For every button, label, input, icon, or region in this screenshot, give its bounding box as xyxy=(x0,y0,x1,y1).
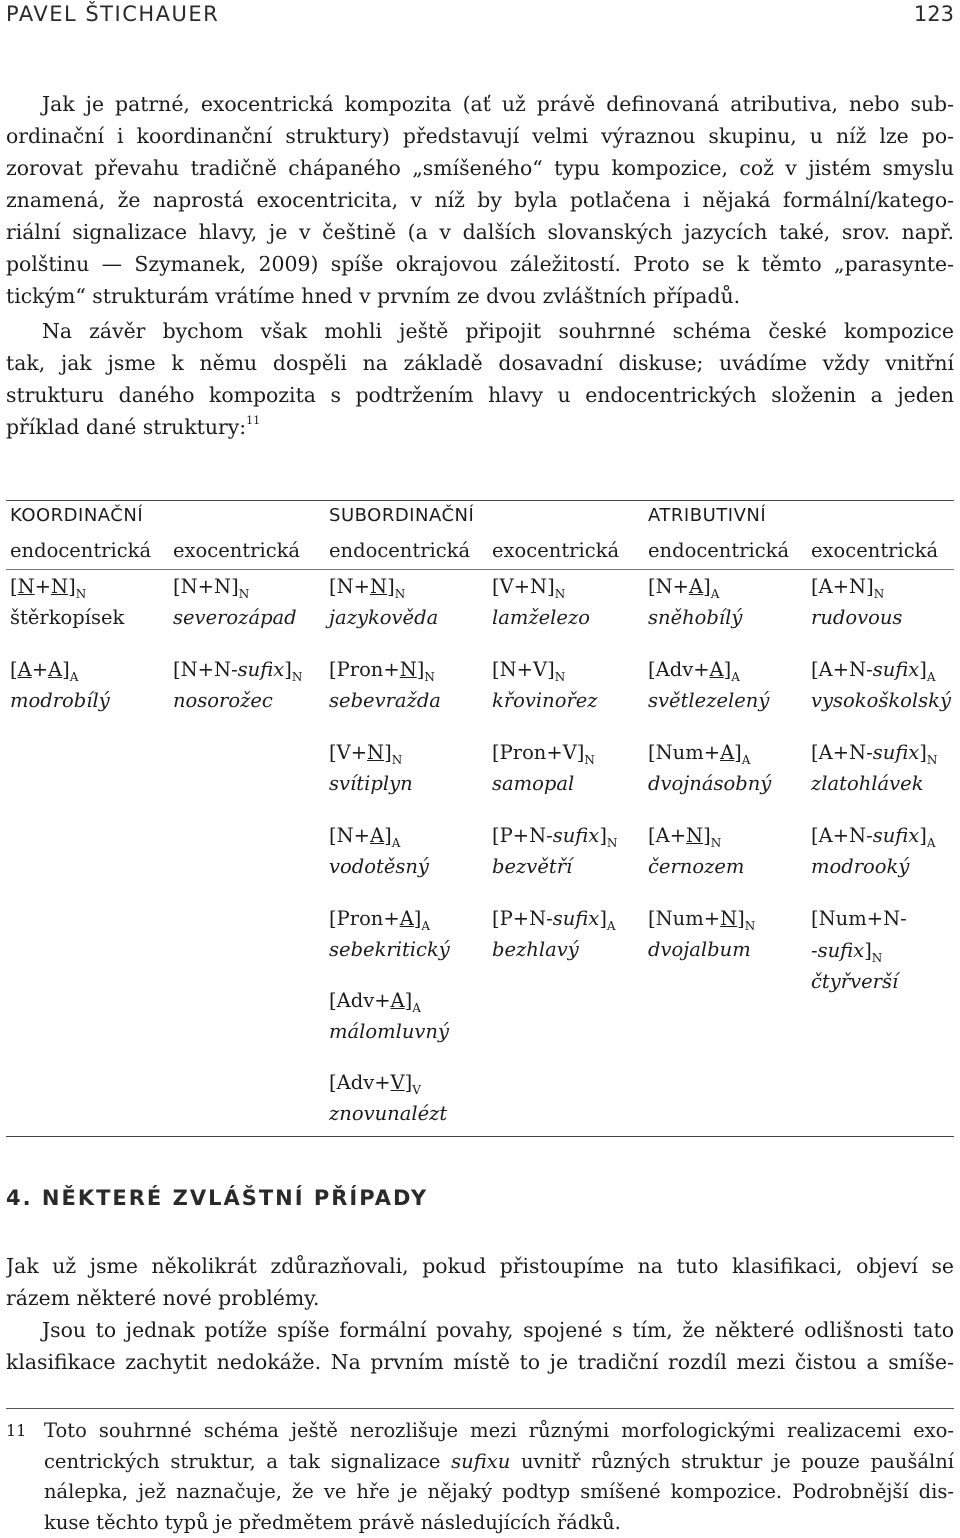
structure-pattern: $[A+N-sufix]_N$ xyxy=(811,741,938,767)
table-cell xyxy=(807,819,954,902)
structure-pattern: $[A+A]_A$ xyxy=(10,658,79,684)
structure-pattern: $[Adv+A]_A$ xyxy=(329,989,421,1015)
subheader-row xyxy=(6,539,954,570)
text-line: strukturu daného kompozita s podtržením hlavy u endocentrických složenin a jeden xyxy=(6,383,954,407)
structure-pattern: $[V+N]_N$ xyxy=(329,741,403,767)
table-cell xyxy=(488,736,644,819)
table-cell xyxy=(325,736,488,819)
table-cell xyxy=(488,653,644,736)
example-word: čtyřverší xyxy=(811,970,899,993)
table-cell xyxy=(488,902,644,1048)
structure-pattern: $[A+N]_N$ xyxy=(648,824,722,850)
text-line: Na závěr bychom však mohli ještě připojit souhrnné schéma české kompozice xyxy=(42,319,954,343)
structure-pattern: [Num+N- xyxy=(811,907,907,930)
table-cell xyxy=(325,1048,488,1137)
example-word: znovunalézt xyxy=(329,1102,448,1125)
footnote-reference[interactable]: 11 xyxy=(246,414,261,427)
text-line: tak, jak jsme k němu dospěli na základě dosavadní diskuse; uvádíme vždy vnitřní xyxy=(6,351,954,375)
footnote-line: Toto souhrnné schéma ještě nerozlišuje mezi různými morfologickými realizacemi exo- xyxy=(44,1419,954,1442)
running-head-author: PAVEL ŠTICHAUER xyxy=(6,2,220,26)
example-word: bezhlavý xyxy=(492,938,579,961)
subheader-cell: exocentrická xyxy=(169,539,325,570)
example-word: křovinořez xyxy=(492,689,598,712)
example-word: vodotěsný xyxy=(329,855,429,878)
example-word: málomluvný xyxy=(329,1020,449,1043)
structure-pattern: $[N+A]_A$ xyxy=(329,824,401,850)
table-cell xyxy=(807,570,954,654)
subheader-cell: endocentrická xyxy=(325,539,488,570)
example-word: vysokoškolský xyxy=(811,689,951,712)
table-cell xyxy=(644,902,807,1048)
structure-pattern: $[A+N-sufix]_A$ xyxy=(811,658,936,684)
example-word: modrobílý xyxy=(10,689,110,712)
structure-pattern: $[Pron+V]_N$ xyxy=(492,741,595,767)
table-row xyxy=(6,570,954,654)
text-line: Jak je patrné, exocentrická kompozita (ať už právě definovaná atributiva, nebo sub- xyxy=(42,92,954,116)
structure-pattern: $[N+N]_N$ xyxy=(329,575,406,601)
structure-pattern: $-sufix]_N$ xyxy=(811,939,883,965)
paragraph-1 xyxy=(6,88,954,312)
structure-pattern: $[Pron+A]_A$ xyxy=(329,907,431,933)
subheader-cell: exocentrická xyxy=(807,539,954,570)
example-word: dvojalbum xyxy=(648,938,751,961)
example-word: svítiplyn xyxy=(329,772,413,795)
table-row xyxy=(6,819,954,902)
table-cell xyxy=(325,570,488,654)
example-word: lamželezo xyxy=(492,606,590,629)
table-cell xyxy=(644,736,807,819)
subheader-cell: exocentrická xyxy=(488,539,644,570)
text-line: rázem některé nové problémy. xyxy=(6,1286,320,1310)
example-word: rudovous xyxy=(811,606,903,629)
table-cell xyxy=(488,570,644,654)
example-word: dvojnásobný xyxy=(648,772,772,795)
example-word: samopal xyxy=(492,772,575,795)
structure-pattern: $[Adv+V]_V$ xyxy=(329,1071,421,1097)
footnote-line: centrických struktur, a tak signalizace sufixu uvnitř různých struktur je pouze paušální xyxy=(44,1449,954,1473)
structure-pattern: $[Num+N]_N$ xyxy=(648,907,756,933)
footnote-separator xyxy=(6,1408,954,1409)
subheader-cell: endocentrická xyxy=(6,539,169,570)
paragraph-3 xyxy=(6,1250,954,1314)
structure-pattern: $[A+N-sufix]_A$ xyxy=(811,824,936,850)
table-cell xyxy=(6,653,169,736)
table-cell xyxy=(325,819,488,902)
text-line: Jsou to jednak potíže spíše formální povahy, spojené s tím, že některé odlišnosti tato xyxy=(42,1318,954,1342)
text-line: riální signalizace hlavy, je v češtině (a v dalších slovanských jazycích také, srov. např. xyxy=(6,220,954,244)
text-line xyxy=(6,411,954,443)
group-header-subordinative: SUBORDINAČNÍ xyxy=(325,501,644,540)
table-cell xyxy=(807,902,954,1048)
structure-pattern: $[Adv+A]_A$ xyxy=(648,658,740,684)
example-word: štěrkopísek xyxy=(10,606,125,629)
structure-pattern: $[V+N]_N$ xyxy=(492,575,566,601)
structure-pattern: $[P+N-sufix]_A$ xyxy=(492,907,616,933)
footnote-line: kuse těchto typů je předmětem právě následujících řádků. xyxy=(44,1510,621,1534)
table-cell xyxy=(807,653,954,736)
table-cell xyxy=(644,653,807,736)
table-cell xyxy=(488,819,644,902)
table-cell xyxy=(644,570,807,654)
example-word: sebevražda xyxy=(329,689,441,712)
table-cell xyxy=(169,653,325,736)
example-word: jazykověda xyxy=(329,606,439,629)
structure-pattern: $[N+N]_N$ xyxy=(10,575,87,601)
paragraph-2 xyxy=(6,315,954,443)
table-cell xyxy=(169,570,325,654)
structure-pattern: $[N+N]_N$ xyxy=(173,575,250,601)
text-line: Jak už jsme několikrát zdůrazňovali, pokud přistoupíme na tuto klasifikaci, objeví se xyxy=(6,1254,954,1278)
table-cell xyxy=(6,570,169,654)
text-line: klasifikace zachytit nedokáže. Na prvním místě to je tradiční rozdíl mezi čistou a smíše- xyxy=(6,1350,954,1374)
subheader-cell: endocentrická xyxy=(644,539,807,570)
page-number: 123 xyxy=(913,2,954,26)
table-row xyxy=(6,653,954,736)
example-word: sněhobílý xyxy=(648,606,743,629)
example-word: černozem xyxy=(648,855,745,878)
structure-pattern: $[P+N-sufix]_N$ xyxy=(492,824,618,850)
table-row xyxy=(6,1048,954,1137)
text-line: tickým“ strukturám vrátíme hned v prvním ze dvou zvláštních případů. xyxy=(6,284,741,308)
table-cell xyxy=(644,819,807,902)
text-line: ordinační i koordinanční struktury) představují velmi výraznou skupinu, u níž lze po- xyxy=(6,124,954,148)
structure-pattern: $[N+A]_A$ xyxy=(648,575,720,601)
table-row xyxy=(6,902,954,1048)
compound-schema-table xyxy=(6,500,954,1137)
text-line: polštinu — Szymanek, 2009) spíše okrajovou záležitostí. Proto se k těmto „parasynte- xyxy=(6,252,954,276)
structure-pattern: $[N+V]_N$ xyxy=(492,658,566,684)
example-word: nosorožec xyxy=(173,689,273,712)
table-row xyxy=(6,736,954,819)
example-word: zlatohlávek xyxy=(811,772,924,795)
structure-pattern: $[Num+A]_A$ xyxy=(648,741,751,767)
text-line: znamená, že naprostá exocentricita, v níž by byla potlačena i nějaká formální/katego- xyxy=(6,188,954,212)
example-word: bezvětří xyxy=(492,855,573,878)
group-header-coordinative: KOORDINAČNÍ xyxy=(6,501,325,540)
example-word: světlezelený xyxy=(648,689,770,712)
footnote-line: nálepka, jež naznačuje, že ve hře je nějaký podtyp smíšené kompozice. Podrobnější dis- xyxy=(44,1480,954,1503)
paragraph-4 xyxy=(6,1314,954,1378)
structure-pattern: $[A+N]_N$ xyxy=(811,575,885,601)
table-cell xyxy=(807,736,954,819)
example-word: severozápad xyxy=(173,606,297,629)
example-word: modrooký xyxy=(811,855,910,878)
group-header-row xyxy=(6,501,954,540)
text-line-content: příklad dané struktury: xyxy=(6,415,247,439)
footnote-number: 11 xyxy=(6,1421,27,1440)
section-heading: 4. NĚKTERÉ ZVLÁŠTNÍ PŘÍPADY xyxy=(6,1186,429,1210)
table-cell xyxy=(325,902,488,1048)
page-header xyxy=(6,0,954,32)
table-cell xyxy=(325,653,488,736)
structure-pattern: $[Pron+N]_N$ xyxy=(329,658,435,684)
group-header-attributive: ATRIBUTIVNÍ xyxy=(644,501,954,540)
structure-pattern: $[N+N-sufix]_N$ xyxy=(173,658,303,684)
text-line: zorovat převahu tradičně chápaného „smíšeného“ typu kompozice, což v jistém smyslu xyxy=(6,156,954,180)
example-word: sebekritický xyxy=(329,938,450,961)
